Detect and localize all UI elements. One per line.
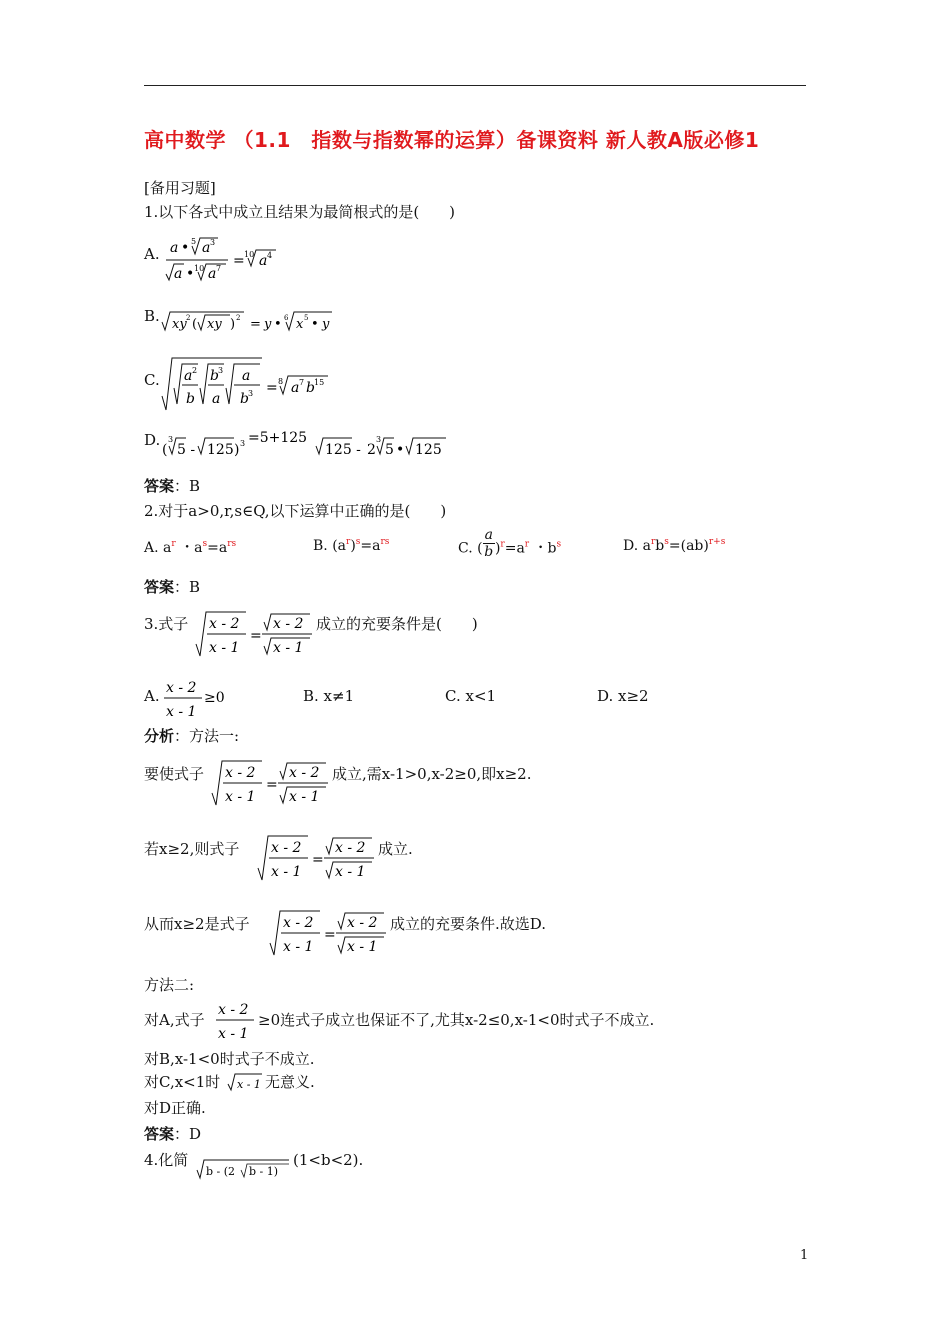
svg-text:y: y [322, 317, 330, 332]
denominator: x - 1 [271, 864, 302, 880]
svg-text:x - 2: x - 2 [166, 680, 197, 696]
q1-answer [144, 476, 200, 496]
q1-stem: 1.以下各式中成立且结果为最简根式的是( ) [144, 203, 456, 221]
numerator: x - 2 [209, 616, 240, 632]
q1-option-a-formula [160, 230, 290, 290]
svg-text:2: 2 [367, 442, 376, 458]
svg-text:b: b [210, 368, 219, 384]
svg-text:15: 15 [314, 378, 325, 387]
numerator: x - 2 [335, 840, 366, 856]
dot: • [181, 240, 190, 256]
svg-text:3: 3 [218, 366, 224, 375]
q4-pre: 4.化简 [144, 1151, 189, 1169]
svg-text:125 -: 125 - [325, 442, 361, 458]
m2-c-sqrt [226, 1070, 266, 1094]
q2-option-b: B. $(a^r)^s=a^{rs}$ [313, 537, 390, 554]
m1-line2-formula [256, 832, 380, 884]
page-number: 1 [800, 1248, 809, 1263]
svg-text:xy: xy [172, 317, 187, 332]
q2-option-a: A. $a^r$ ・$a^s=a^{rs}$ [144, 539, 237, 556]
svg-text:x - 2: x - 2 [218, 1002, 249, 1018]
q3-stem-post: 成立的充要条件是( ) [316, 615, 478, 633]
q3-answer: 答案：D [144, 1125, 202, 1143]
q3-option-d: D. x≥2 [597, 687, 649, 705]
m2-c-pre: 对C,x<1时 [144, 1073, 221, 1091]
svg-text:3: 3 [240, 439, 246, 448]
numerator: x - 2 [283, 915, 314, 931]
q1-option-b-formula [160, 306, 350, 340]
svg-text:): ) [230, 317, 236, 332]
svg-text:3: 3 [248, 389, 254, 398]
q1-option-a-label: A. [144, 245, 160, 263]
svg-text:5 -: 5 - [177, 442, 196, 458]
m1-line1-post: 成立,需x-1>0,x-2≥0,即x≥2. [332, 765, 532, 783]
denominator: x - 1 [283, 939, 314, 955]
svg-text:b: b [186, 391, 195, 407]
root-index: 5 [191, 237, 197, 246]
svg-text:x - 1: x - 1 [166, 704, 197, 720]
svg-text:=: = [250, 628, 262, 644]
svg-text:7: 7 [216, 264, 222, 273]
svg-text:7: 7 [299, 378, 305, 387]
svg-text:=: = [266, 380, 278, 396]
svg-text:xy: xy [207, 317, 222, 332]
q4-formula [195, 1156, 291, 1182]
q3-stem-pre: 3.式子 [144, 615, 189, 633]
svg-text:(: ( [162, 442, 168, 458]
numerator: x - 2 [225, 765, 256, 781]
svg-text:=: = [266, 777, 278, 793]
svg-text:2: 2 [186, 314, 191, 322]
m1-line2-post: 成立. [378, 840, 413, 858]
svg-text:5: 5 [304, 314, 309, 322]
m1-line3-post: 成立的充要条件.故选D. [390, 915, 547, 933]
m1-line1-formula [210, 757, 334, 809]
svg-text:10: 10 [244, 250, 255, 259]
svg-text:•: • [396, 442, 405, 458]
m1-line2-pre: 若x≥2,则式子 [144, 840, 240, 858]
svg-text:•: • [274, 317, 282, 332]
svg-text:•: • [186, 266, 195, 282]
q3-option-a-label: A. [144, 687, 160, 705]
svg-text:): ) [234, 442, 240, 458]
svg-text:a: a [184, 368, 193, 384]
svg-text:b: b [306, 380, 315, 396]
svg-text:3: 3 [376, 435, 382, 444]
svg-text:3: 3 [210, 238, 216, 247]
header-rule [144, 85, 806, 86]
svg-text:2: 2 [236, 314, 241, 322]
root-index: 10 [194, 264, 205, 273]
svg-text:x - 1: x - 1 [218, 1026, 249, 1042]
svg-text:a: a [174, 266, 183, 282]
svg-text:a: a [212, 391, 221, 407]
m2-d: 对D正确. [144, 1099, 206, 1117]
svg-text:8: 8 [278, 377, 284, 386]
m2-a-pre: 对A,式子 [144, 1011, 205, 1029]
page-title: 高中数学 （1.1 指数与指数幂的运算）备课资料 新人教A版必修1 [144, 128, 760, 152]
svg-text:2: 2 [192, 366, 198, 375]
svg-text:125: 125 [207, 442, 234, 458]
numerator: x - 2 [273, 616, 304, 632]
m1-line1-pre: 要使式子 [144, 765, 205, 783]
method2-heading: 方法二: [144, 976, 195, 994]
svg-text:b - (2: b - (2 [206, 1165, 236, 1178]
q1-option-c-label: C. [144, 371, 160, 389]
a-cubed: a [202, 240, 211, 256]
answer-value: ：B [174, 477, 201, 495]
q2-option-d: D. $a^rb^s=(ab)^{r+s}$ [623, 537, 726, 554]
denominator: x - 1 [335, 864, 366, 880]
svg-text:=: = [233, 253, 245, 269]
q1-d-eq: =5+125 [248, 430, 308, 446]
svg-text:x: x [296, 317, 304, 332]
denominator: x - 1 [209, 640, 240, 656]
denominator: x - 1 [225, 789, 256, 805]
svg-text:3: 3 [168, 435, 174, 444]
m2-c-post: 无意义. [265, 1073, 315, 1091]
m2-a-fraction [212, 998, 262, 1042]
svg-text:a: a [242, 368, 251, 384]
q1-option-d-formula [160, 426, 460, 460]
numerator: x - 2 [271, 840, 302, 856]
m2-b: 对B,x-1<0时式子不成立. [144, 1050, 315, 1068]
m1-line3-pre: 从而x≥2是式子 [144, 915, 250, 933]
q1-option-b-label: B. [144, 307, 160, 325]
svg-text:=: = [250, 317, 261, 332]
svg-text:=: = [312, 852, 324, 868]
svg-text:=: = [324, 927, 336, 943]
q2-answer: 答案：B [144, 578, 201, 596]
svg-text:b: b [240, 391, 249, 407]
svg-text:a: a [291, 380, 300, 396]
svg-text:5: 5 [385, 442, 394, 458]
svg-text:6: 6 [284, 314, 289, 322]
denominator: x - 1 [289, 789, 320, 805]
svg-text:x - 1: x - 1 [237, 1078, 261, 1091]
q4-post: (1<b<2). [293, 1151, 364, 1169]
denominator: x - 1 [347, 939, 378, 955]
m2-a-post: ≥0连式子成立也保证不了,尤其x-2≤0,x-1<0时式子不成立. [258, 1011, 655, 1029]
q3-option-a-fraction [160, 676, 240, 720]
numerator: x - 2 [347, 915, 378, 931]
svg-text:b - 1): b - 1) [249, 1165, 279, 1178]
svg-text:•: • [311, 317, 319, 332]
svg-text:4: 4 [267, 251, 273, 260]
a-var: a [170, 240, 179, 256]
svg-text:y: y [264, 317, 272, 332]
m1-line3-formula [268, 907, 392, 959]
q3-option-b: B. x≠1 [303, 687, 355, 705]
q3-option-c: C. x<1 [445, 687, 497, 705]
svg-text:a: a [259, 253, 268, 269]
q1-option-d-label: D. [144, 431, 161, 449]
svg-text:≥0: ≥0 [204, 690, 225, 706]
svg-text:125: 125 [415, 442, 442, 458]
numerator: x - 2 [289, 765, 320, 781]
q3-formula [194, 608, 318, 660]
svg-text:(: ( [192, 317, 198, 332]
q2-stem: 2.对于a>0,r,s∈Q,以下运算中正确的是( ) [144, 502, 447, 520]
section-label: [备用习题] [144, 179, 216, 197]
denominator: x - 1 [273, 640, 304, 656]
analysis-heading: 分析：方法一: [144, 727, 240, 745]
answer-label: 答案 [144, 477, 175, 495]
svg-text:a: a [208, 266, 217, 282]
q2-option-c: C. ( $\frac{a}{b}$ )$^r=a^r$ ・$b^s$ [458, 527, 562, 560]
q1-option-c-formula [160, 354, 360, 418]
